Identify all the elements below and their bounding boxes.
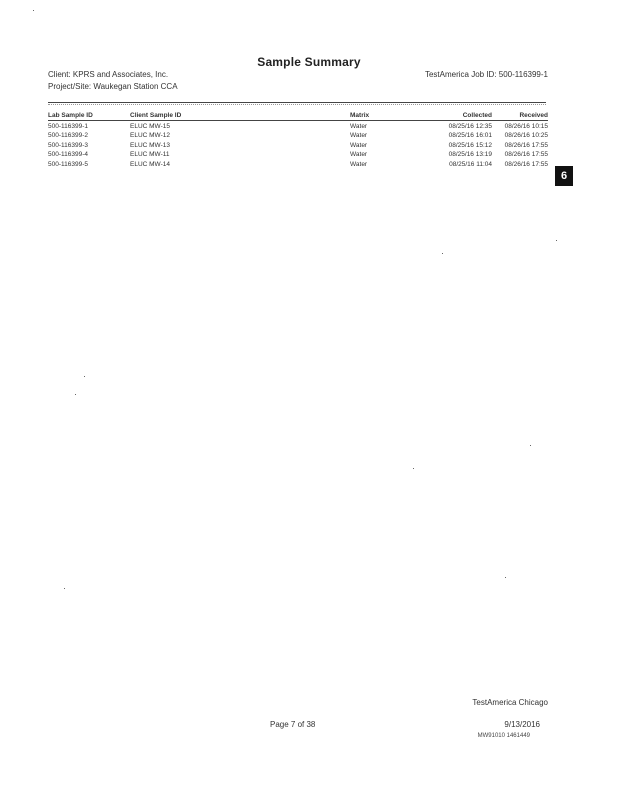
scan-speck [413, 468, 414, 469]
collected: 08/25/16 13:19 [448, 151, 492, 158]
sample-summary-table [48, 110, 548, 169]
job-id: TestAmerica Job ID: 500-116399-1 [424, 70, 548, 79]
received: 08/26/16 17:55 [504, 151, 548, 158]
lab-sample-id: 500-116399-2 [48, 132, 88, 139]
matrix: Water [350, 151, 368, 158]
matrix: Water [350, 132, 368, 139]
scan-speck [442, 253, 443, 254]
client-name: Client: KPRS and Associates, Inc. [48, 70, 169, 79]
table-row [48, 121, 548, 131]
scan-speck [530, 445, 531, 446]
scan-speck [33, 10, 34, 11]
page-title: Sample Summary [257, 55, 361, 69]
column-header-matrix: Matrix [350, 110, 430, 121]
header-divider [48, 102, 546, 103]
column-header-received: Received [492, 110, 548, 121]
section-tab-marker: 6 [555, 166, 573, 186]
client-sample-id: ELUC MW-13 [130, 141, 170, 149]
footer-date: 9/13/2016 [504, 720, 540, 729]
table-row [48, 159, 548, 169]
scan-speck [64, 588, 65, 589]
lab-sample-id: 500-116399-1 [48, 122, 88, 130]
table-header-row [48, 110, 548, 121]
footer-document-code: MW91010 1461449 [477, 733, 530, 739]
table-row [48, 140, 548, 150]
collected: 08/25/16 12:35 [448, 122, 492, 130]
matrix: Water [350, 160, 368, 168]
column-header-collected: Collected [430, 110, 492, 121]
column-header-lab-sample-id: Lab Sample ID [48, 110, 130, 121]
scan-speck [75, 394, 76, 395]
client-sample-id: ELUC MW-11 [130, 151, 170, 158]
table-row [48, 131, 548, 141]
collected: 08/25/16 16:01 [448, 132, 492, 139]
collected: 08/25/16 11:04 [449, 160, 492, 168]
scan-speck [84, 376, 85, 377]
column-header-client-sample-id: Client Sample ID [130, 110, 350, 121]
received: 08/26/16 17:55 [504, 160, 548, 168]
header-divider-secondary [48, 104, 546, 105]
project-site: Project/Site: Waukegan Station CCA [48, 82, 178, 91]
footer-lab-name: TestAmerica Chicago [472, 698, 548, 707]
lab-sample-id: 500-116399-5 [48, 160, 88, 168]
footer-page-number: Page 7 of 38 [270, 720, 316, 729]
received: 08/26/16 17:55 [504, 141, 548, 149]
scan-speck [505, 577, 506, 578]
lab-sample-id: 500-116399-3 [48, 141, 88, 149]
lab-sample-id: 500-116399-4 [48, 151, 88, 158]
matrix: Water [350, 122, 368, 130]
client-sample-id: ELUC MW-15 [130, 122, 170, 130]
received: 08/26/16 10:25 [504, 132, 548, 139]
received: 08/26/16 10:15 [504, 122, 548, 130]
collected: 08/25/16 15:12 [448, 141, 492, 149]
client-sample-id: ELUC MW-14 [130, 160, 170, 168]
scan-speck [556, 240, 557, 241]
client-sample-id: ELUC MW-12 [130, 132, 170, 139]
matrix: Water [350, 141, 368, 149]
table-row [48, 150, 548, 160]
